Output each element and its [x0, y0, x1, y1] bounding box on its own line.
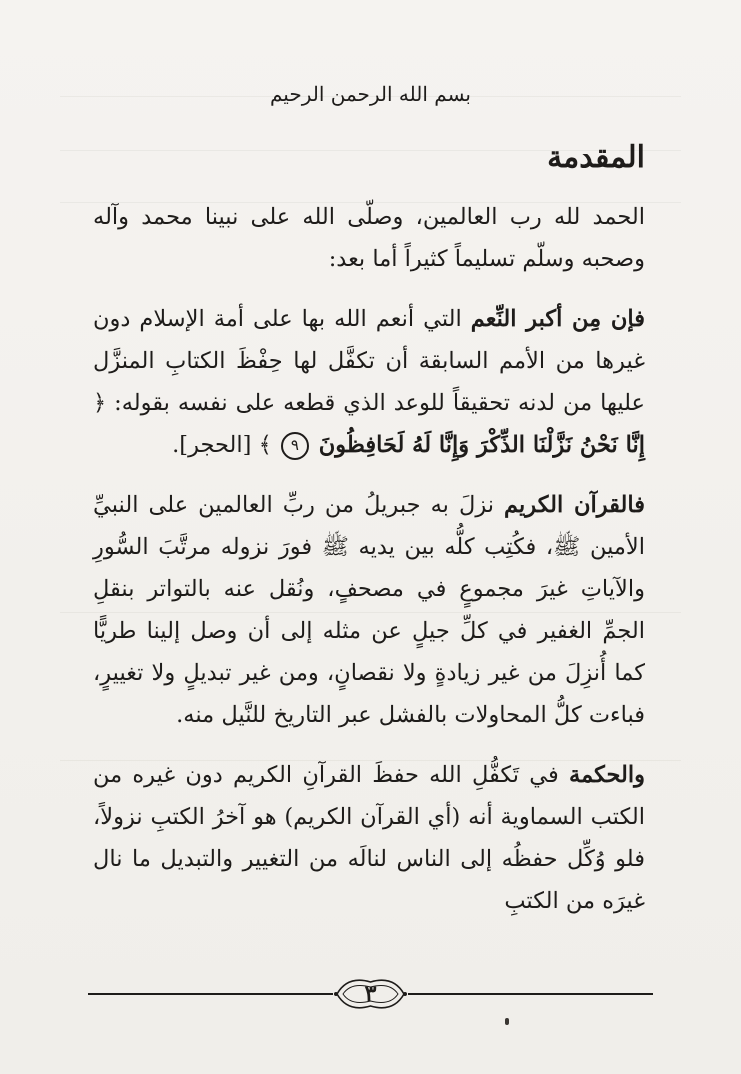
paragraph-2: [93, 298, 645, 466]
paragraph-1: [93, 196, 645, 280]
paragraph-2-lead: فإن مِن أكبر النِّعم: [470, 306, 645, 332]
paragraph-1-text: الحمد لله رب العالمين، وصلّى الله على نبينا محمد وآله وصحبه وسلّم تسليماً كثيراً أما بعد:: [93, 204, 645, 272]
paragraph-4: [93, 754, 645, 922]
paragraph-3-lead: فالقرآن الكريم: [504, 492, 645, 518]
paragraph-4-text: في تَكفُّلِ الله حفظَ القرآنِ الكريم دون غيره من الكتب السماوية أنه (أي القرآن الكريم) هو آخرُ الكتبِ نزولاً، فلو وُكِّل حفظُه إلى الناس لنالَه من التغيير والتبديل ما نال غيرَه من الكتبِ: [93, 762, 645, 914]
page-number: ٣: [364, 981, 377, 1007]
section-title: المقدمة: [547, 140, 645, 175]
paper-speck: [505, 1018, 509, 1025]
page-footer: [88, 974, 653, 1014]
surah-reference: ﴾ [الحجر].: [172, 432, 279, 458]
basmala-header: بسم الله الرحمن الرحيم: [269, 82, 471, 106]
body-text: [93, 196, 645, 940]
footer-rule-left: [88, 993, 333, 995]
paragraph-4-lead: والحكمة: [569, 762, 645, 788]
footer-rule-right: [408, 993, 653, 995]
quran-verse: إِنَّا نَحْنُ نَزَّلْنَا الذِّكْرَ وَإِنَّا لَهُ لَحَافِظُونَ: [310, 432, 645, 458]
paragraph-3-text: نزلَ به جبريلُ من ربِّ العالمين على النبيِّ الأمين ﷺ، فكُتِب كلُّه بين يديه ﷺ فورَ نزوله مرتَّبَ السُّورِ والآياتِ غيرَ مجموعٍ في مصحفٍ، ونُقل عنه بالتواتر بنقلِ الجمِّ الغفير في كلِّ جيلٍ عن مثله إلى أن وصل إلينا طريًّا كما أُنزِلَ من غير زيادةٍ ولا نقصانٍ، ومن غير تبديلٍ ولا تغييرٍ، فباءت كلُّ المحاولات بالفشل عبر التاريخ للنَّيل منه.: [93, 492, 645, 728]
verse-number-marker: ٩: [281, 432, 309, 460]
paragraph-3: [93, 484, 645, 736]
paragraph-2-text: التي أنعم الله بها على أمة الإسلام دون غيرها من الأمم السابقة أن تكفَّل لها حِفْظَ الكتابِ المنزَّل عليها من لدنه تحقيقاً للوعد الذي قطعه على نفسه بقوله: ﴿: [93, 306, 645, 416]
